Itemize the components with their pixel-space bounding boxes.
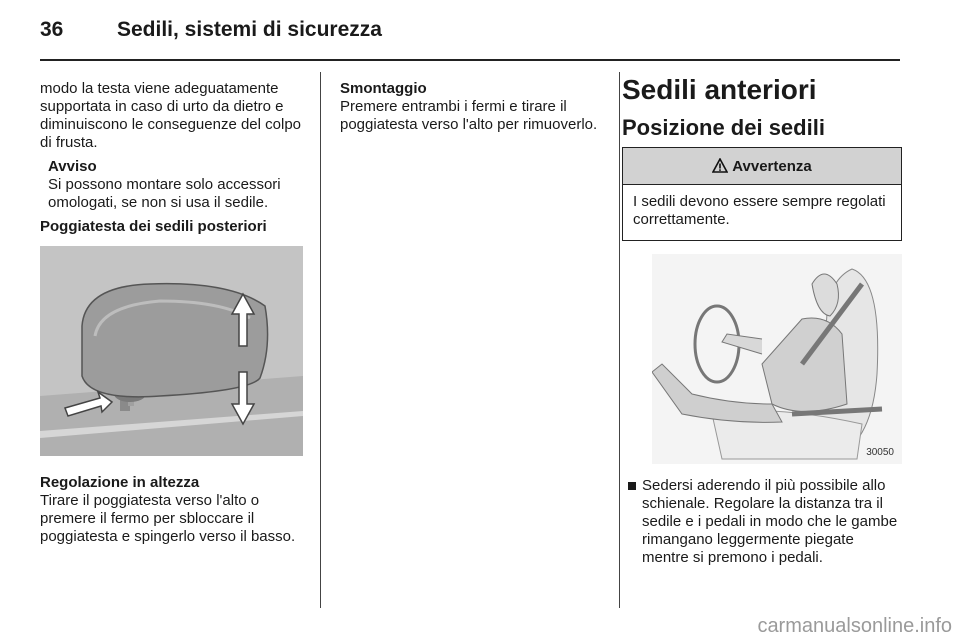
section-title: Sedili, sistemi di sicurezza (117, 18, 382, 41)
header-rule (40, 59, 900, 61)
headrest-illustration (40, 246, 303, 456)
subheading-rear-headrest: Poggiatesta dei sedili posteriori (40, 218, 267, 235)
warning-triangle-icon (712, 158, 728, 174)
page-number: 36 (40, 18, 64, 41)
height-adjust-text: Tirare il poggiatesta verso l'alto o premere il fermo per sbloccare il poggiatesta e spingerlo verso il basso. (40, 492, 296, 545)
section-heading: Sedili anteriori (622, 74, 817, 105)
seat-position-heading: Posizione dei sedili (622, 115, 825, 140)
image-number: 30050 (866, 447, 894, 458)
seat-position-illustration (652, 254, 902, 464)
warning-header (623, 148, 901, 185)
removal-title: Smontaggio (340, 80, 427, 97)
bullet-text: Sedersi aderendo il più possibile allo schienale. Regolare la distanza tra il sedile e i pedali in modo che le gambe rimangano leggermente piegate mentre si premono i pedali. (642, 477, 898, 566)
list-item (622, 477, 902, 567)
warning-title: Avvertenza (732, 157, 812, 175)
square-bullet-icon (628, 482, 636, 490)
column-divider-right (619, 72, 620, 608)
column-3 (622, 74, 902, 142)
column-divider-left (320, 72, 321, 608)
body-paragraph: modo la testa viene adeguatamente supportata in caso di urto da dietro e diminuiscono le conseguenze del colpo di frusta. (40, 80, 302, 151)
height-adjust-block (40, 474, 306, 546)
watermark: carmanualsonline.info (757, 615, 952, 637)
column-1 (40, 80, 306, 236)
note-title: Avviso (48, 158, 97, 175)
removal-text: Premere entrambi i fermi e tirare il poggiatesta verso l'alto per rimuoverlo. (340, 98, 598, 133)
warning-box (622, 147, 902, 241)
column-2 (340, 80, 602, 134)
note-text: Si possono montare solo accessori omologati, se non si usa il sedile. (48, 176, 281, 211)
warning-text: I sedili devono essere sempre regolati correttamente. (633, 193, 886, 228)
height-adjust-title: Regolazione in altezza (40, 474, 200, 491)
bullet-list (622, 477, 902, 567)
